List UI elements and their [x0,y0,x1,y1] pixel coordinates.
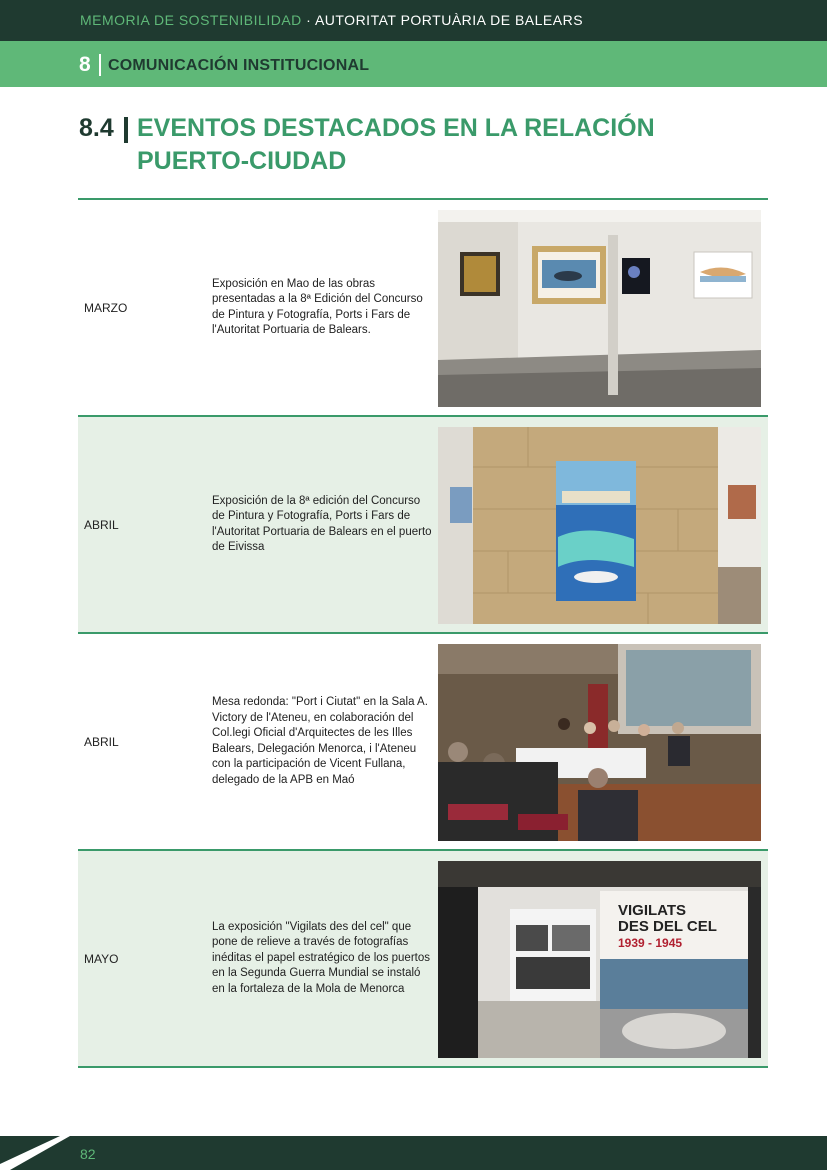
event-month: MAYO [84,951,119,966]
section-divider [99,54,101,76]
subsection-number: 8.4 [79,114,114,142]
section-number: 8 [79,53,91,76]
page-number: 82 [80,1146,96,1162]
event-description: La exposición "Vigilats des del cel" que pone de relieve a través de fotografías inéditas el papel estratégico de los puertos en la Segunda Guerra Mundial se instaló en la fortaleza de la Mola de Menorca [212,920,431,995]
event-description: Exposición de la 8ª edición del Concurso de Pintura y Fotografía, Ports i Fars de l'Autoritat Portuaria de Balears en el puerto de Eivissa [212,494,432,553]
table-row [78,200,768,417]
poster-years: 1939 - 1945 [618,936,683,950]
gallery-exhibition-photo [438,210,761,407]
event-description: Mesa redonda: "Port i Ciutat" en la Sala A. Victory de l'Ateneu, en colaboración del Col.legi Oficial d'Arquitectes de les Illes Balears, Delegación Menorca, i l'Ateneu con la participación de Vicent Fullana, delegado de la APB en Maó [212,696,428,786]
poster-title-line1: VIGILATS [618,902,687,919]
running-header [0,0,827,41]
header-separator: · [301,12,315,28]
event-month: ABRIL [84,517,119,532]
table-row [78,634,768,851]
event-month: ABRIL [84,734,119,749]
events-table [78,198,768,1068]
round-table-conference-photo [438,644,761,841]
table-row [78,851,768,1068]
event-month: MARZO [84,300,128,315]
subsection-divider [124,117,128,143]
table-row [78,417,768,634]
section-bar [0,41,827,87]
section-title: COMUNICACIÓN INSTITUCIONAL [108,57,370,74]
subsection-title-line2: PUERTO-CIUDAD [137,147,347,175]
publication-title: MEMORIA DE SOSTENIBILIDAD [80,12,302,28]
painting-on-stone-wall-photo [438,427,761,624]
organization-name: AUTORITAT PORTUÀRIA DE BALEARS [314,12,584,28]
event-description: Exposición en Mao de las obras presentadas a la 8ª Edición del Concurso de Pintura y Fotografía, Ports i Fars de l'Autoritat Portuaria de Balears. [212,277,423,336]
footer-stripe [0,1136,70,1170]
running-header-text [80,12,583,28]
poster-title-line2: DES DEL CEL [618,918,717,935]
vigilats-exhibition-photo [438,861,761,1058]
subsection-title-line1: EVENTOS DESTACADOS EN LA RELACIÓN [137,114,655,142]
page-footer [0,1136,827,1170]
